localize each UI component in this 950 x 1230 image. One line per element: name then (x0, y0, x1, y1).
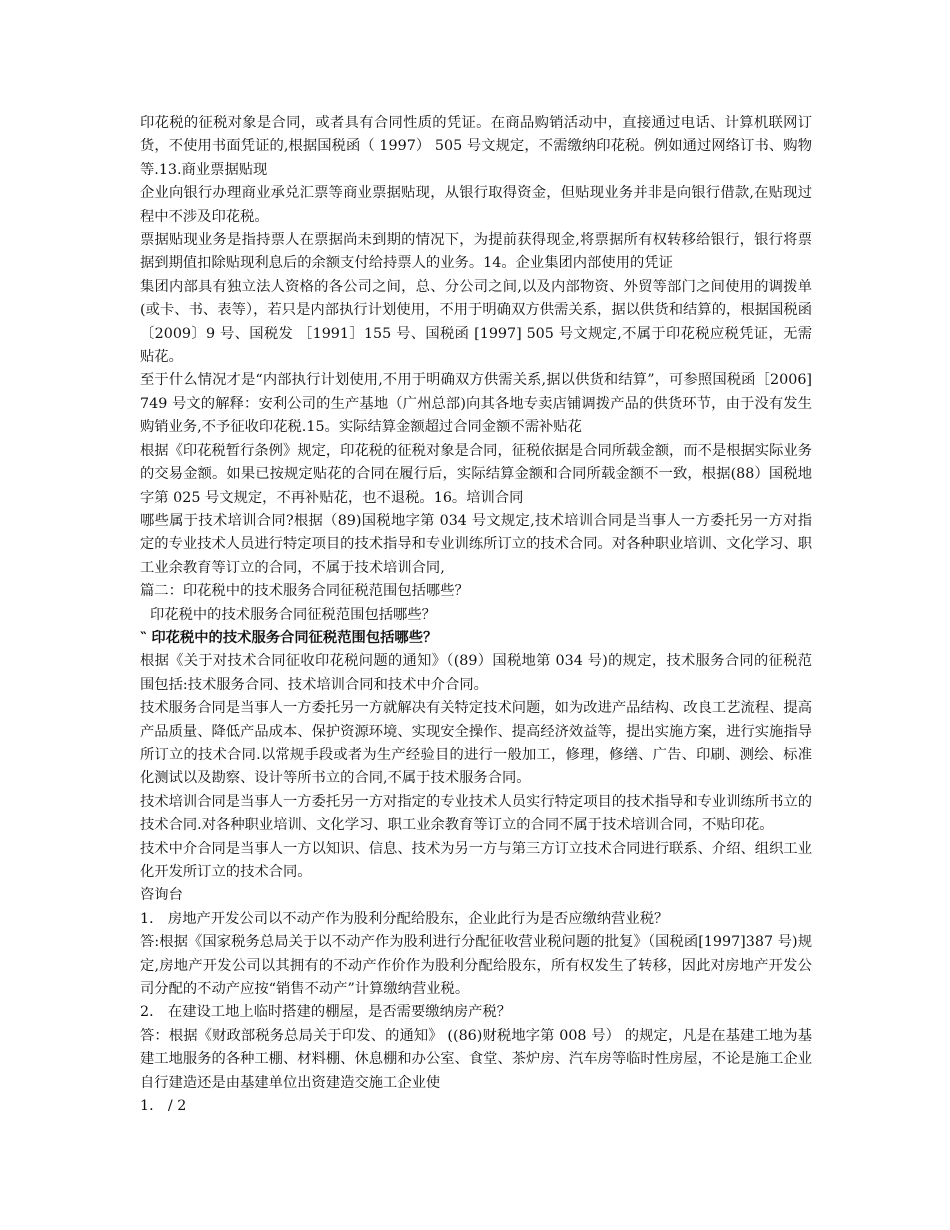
paragraph-training-contract: 哪些属于技术培训合同?根据（89)国税地字第 034 号文规定,技术培训合同是当事人一方委托另一方对指定的专业技术人员进行特定项目的技术指导和专业训练所订立的技术合同。对各种职业培训、文化学习、职工业余教育等订立的合同，不属于技术培训合同, (140, 512, 812, 576)
paragraph-intermediary-contract: 技术中介合同是当事人一方以知识、信息、技术为另一方与第三方订立技术合同进行联系、介绍、组织工业化开发所订立的技术合同。 (140, 840, 812, 880)
paragraph-discount-bank: 企业向银行办理商业承兑汇票等商业票据贴现，从银行取得资金，但贴现业务并非是向银行借款,在贴现过程中不涉及印花税。 (140, 185, 812, 225)
paragraph-notice-scope: 根据《关于对技术合同征收印花税问题的通知》（(89）国税地第 034 号)的规定，技术服务合同的征税范围包括:技术服务合同、技术培训合同和技术中介合同。 (140, 653, 812, 693)
answer-2: 答：根据《财政部税务总局关于印发、的通知》 ((86)财税地字第 008 号） 的规定，凡是在基建工地为基建工地服务的各种工棚、材料棚、休息棚和办公室、食堂、茶炉房、汽车房等临时性房屋，不论是施工企业自行建造还是由基建单位出资建造交施工企业使 (140, 1027, 812, 1091)
section-subheading: 印花税中的技术服务合同征税范围包括哪些？ (150, 606, 436, 623)
paragraph-group-internal: 集团内部具有独立法人资格的各公司之间，总、分公司之间,以及内部物资、外贸等部门之间使用的调拨单(或卡、书、表等），若只是内部执行计划使用，不用于明确双方供需关系，据以供货和结算的，根据国税函〔2009〕9 号、国税发 ［1991］155 号、国税函 [1997] 505 号文规定,不属于印花税应税凭证，无需贴花。 (140, 278, 812, 366)
section-bold-heading: ‶ 印花税中的技术服务合同征税范围包括哪些？ (140, 629, 438, 646)
paragraph-training-definition: 技术培训合同是当事人一方委托另一方对指定的专业技术人员实行特定项目的技术指导和专业训练所书立的技术合同.对各种职业培训、文化学习、职工业余教育等订立的合同不属于技术培训合同，不贴印花。 (140, 793, 812, 834)
document-body (140, 112, 812, 1118)
paragraph-settlement-amount: 根据《印花税暂行条例》规定，印花税的征税对象是合同，征税依据是合同所载金额，而不是根据实际业务的交易金额。如果已按规定贴花的合同在履行后，实际结算金额和合同所载金额不一致，根据(88）国税地字第 025 号文规定，不再补贴花，也不退税。16。培训合同 (140, 442, 812, 506)
answer-1: 答:根据《国家税务总局关于以不动产作为股利进行分配征收营业税问题的批复》（国税函[1997]387 号)规定,房地产开发公司以其拥有的不动产作价作为股利分配给股东，所有权发生了转移，因此对房地产开发公司分配的不动产应按“销售不动产”计算缴纳营业税。 (140, 934, 812, 998)
paragraph-discount-definition: 票据贴现业务是指持票人在票据尚未到期的情况下，为提前获得现金,将票据所有权转移给银行，银行将票据到期值扣除贴现利息后的余额支付给持票人的业务。14。企业集团内部使用的凭证 (140, 232, 812, 272)
paragraph-internal-plan: 至于什么情况才是“内部执行计划使用,不用于明确双方供需关系,据以供货和结算”，可参照国税函［2006]749 号文的解释：安利公司的生产基地（广州总部)向其各地专卖店铺调拨产品的供货环节，由于没有发生购销业务,不予征收印花税.15。实际结算金额超过合同金额不需补贴花 (140, 372, 812, 436)
paragraph-service-contract: 技术服务合同是当事人一方委托另一方就解决有关特定技术问题，如为改进产品结构、改良工艺流程、提高产品质量、降低产品成本、保护资源环境、实现安全操作、提高经济效益等，提出实施方案，进行实施指导所订立的技术合同.以常规手段或者为生产经验目的进行一般加工，修理，修缮、广告、印刷、测绘、标准化测试以及勘察、设计等所书立的合同,不属于技术服务合同。 (140, 700, 812, 787)
section-consultation-desk: 咨询台 (140, 887, 183, 904)
page-number: 1． / 2 (140, 1098, 187, 1115)
question-1: 1． 房地产开发公司以不动产作为股利分配给股东，企业此行为是否应缴纳营业税？ (140, 910, 669, 927)
paragraph-stamp-tax-object: 印花税的征税对象是合同，或者具有合同性质的凭证。在商品购销活动中，直接通过电话、计算机联网订货，不使用书面凭证的,根据国税函（ 1997） 505 号文规定，不需缴纳印花税。例如通过网络订书、购物等.13.商业票据贴现 (140, 115, 812, 178)
section-heading-part-two: 篇二：印花税中的技术服务合同征税范围包括哪些？ (140, 583, 469, 600)
question-2: 2． 在建设工地上临时搭建的棚屋，是否需要缴纳房产税？ (140, 1004, 512, 1021)
